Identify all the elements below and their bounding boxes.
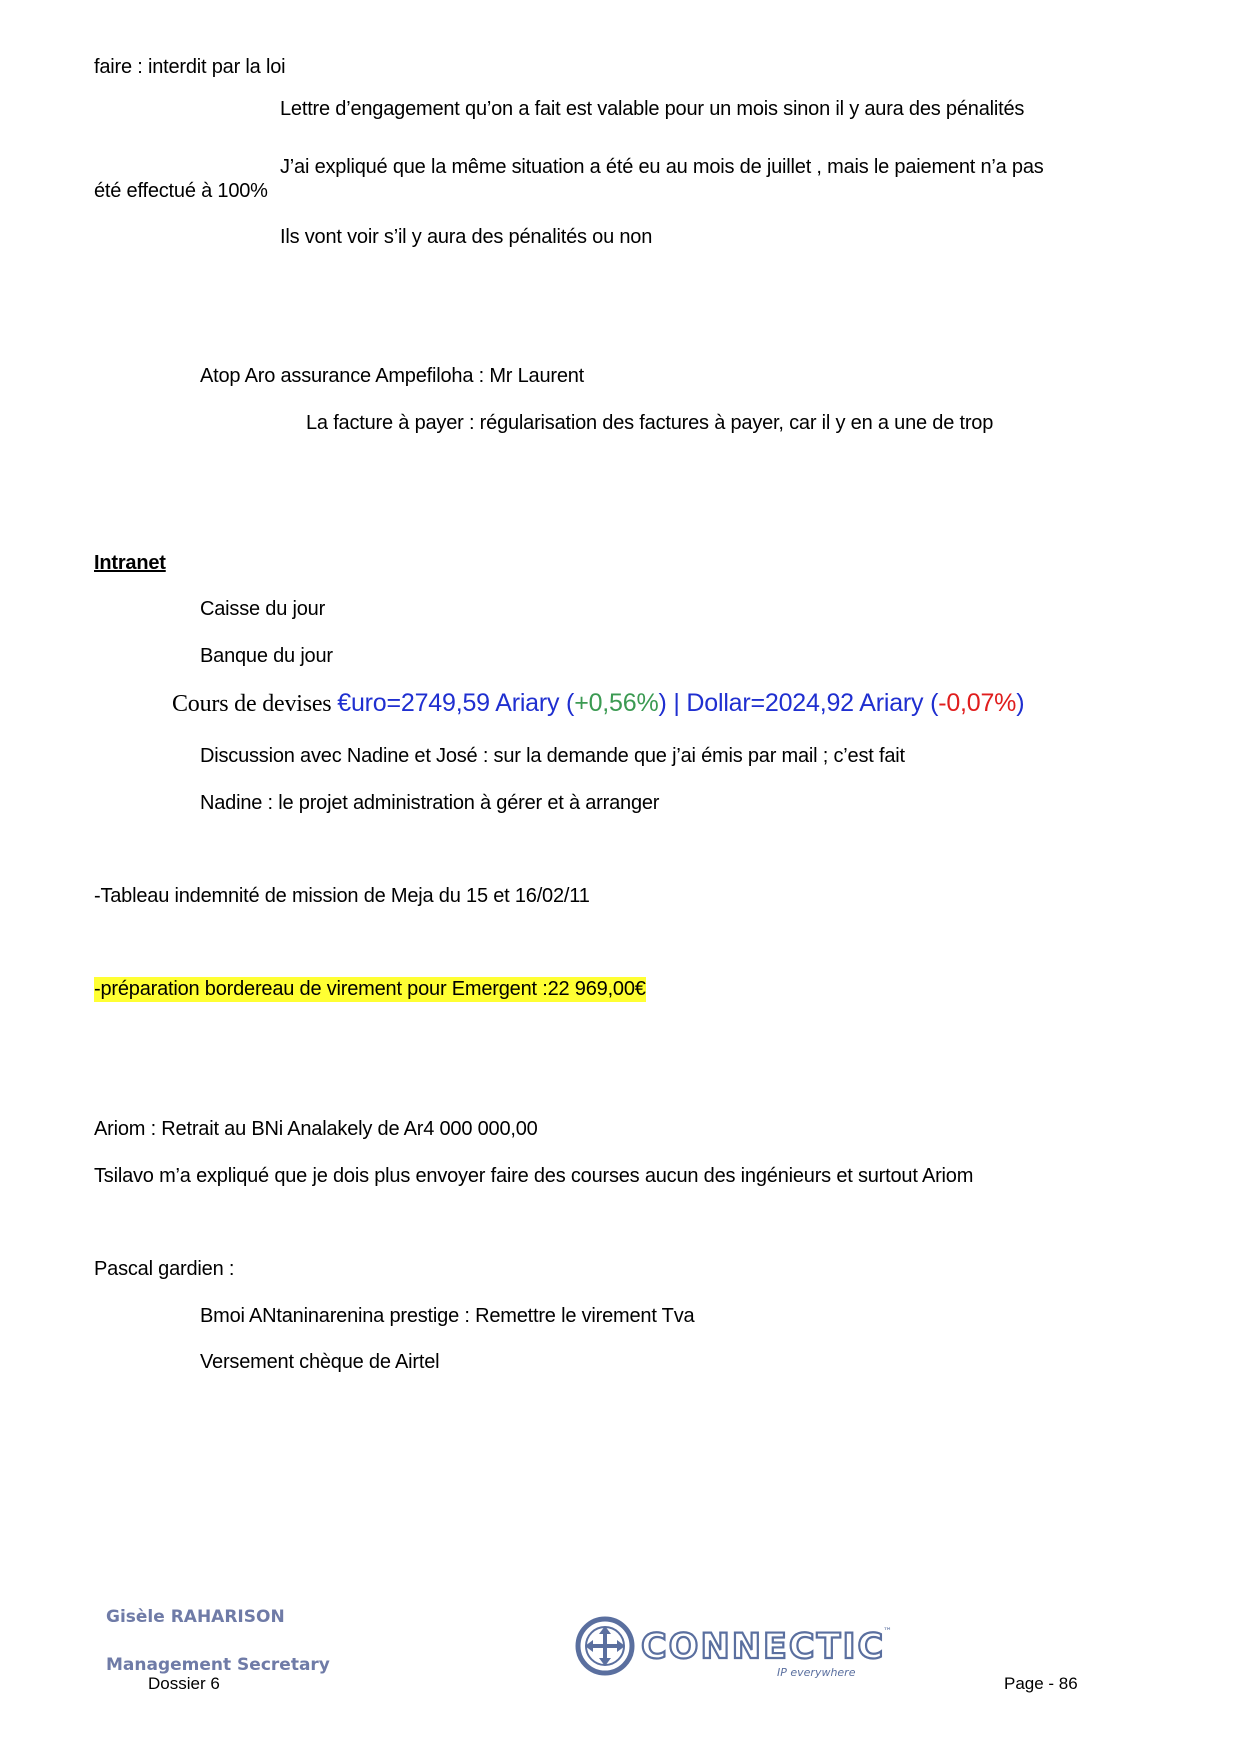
body-line: Lettre d’engagement qu’on a fait est valable pour un mois sinon il y aura des pénalités (280, 98, 1025, 120)
euro-change: +0,56% (574, 689, 659, 717)
rates-close: ) (1016, 689, 1025, 717)
body-line: Banque du jour (200, 645, 333, 667)
section-heading-intranet: Intranet (94, 552, 166, 574)
body-line: Ils vont voir s’il y aura des pénalités ou non (280, 226, 653, 248)
footer-author-role: Management Secretary (106, 1655, 330, 1675)
rates-separator: ) | (658, 689, 687, 717)
body-line: J’ai expliqué que la même situation a été eu au mois de juillet , mais le paiement n’a pas (280, 156, 1044, 178)
body-line: Bmoi ANtaninarenina prestige : Remettre le virement Tva (200, 1305, 695, 1327)
footer-dossier: Dossier 6 (148, 1674, 220, 1693)
body-line: Atop Aro assurance Ampefiloha : Mr Laurent (200, 365, 585, 387)
body-line: Pascal gardien : (94, 1258, 235, 1280)
logo-wordmark: CONNECTIC (641, 1627, 886, 1667)
body-line: -Tableau indemnité de mission de Meja du 15 et 16/02/11 (94, 885, 590, 907)
exchange-rates-line (172, 688, 1024, 719)
body-line: Caisse du jour (200, 598, 326, 620)
body-line: Discussion avec Nadine et José : sur la demande que j’ai émis par mail ; c’est fait (200, 745, 905, 767)
euro-rate: €uro=2749,59 Ariary ( (337, 689, 575, 717)
body-line: été effectué à 100% (94, 180, 268, 202)
dollar-rate: Dollar=2024,92 Ariary ( (686, 689, 939, 717)
body-line: Tsilavo m’a expliqué que je dois plus envoyer faire des courses aucun des ingénieurs et surtout Ariom (94, 1165, 974, 1187)
globe-arrows-icon (575, 1612, 905, 1682)
logo-trademark: ™ (883, 1627, 892, 1637)
highlighted-line: -préparation bordereau de virement pour Emergent :22 969,00€ (94, 978, 646, 1000)
logo-tagline: IP everywhere (777, 1666, 856, 1679)
body-line: faire : interdit par la loi (94, 56, 286, 78)
connectic-logo (575, 1612, 905, 1682)
body-line: Nadine : le projet administration à gérer et à arranger (200, 792, 660, 814)
footer-page-number: Page - 86 (1004, 1674, 1078, 1693)
footer-author-name: Gisèle RAHARISON (106, 1607, 285, 1627)
body-line: Versement chèque de Airtel (200, 1351, 440, 1373)
body-line: Ariom : Retrait au BNi Analakely de Ar4 000 000,00 (94, 1118, 538, 1140)
body-line: La facture à payer : régularisation des factures à payer, car il y en a une de trop (306, 412, 994, 434)
dollar-change: -0,07% (938, 689, 1017, 717)
rates-label: Cours de devises (172, 691, 338, 717)
